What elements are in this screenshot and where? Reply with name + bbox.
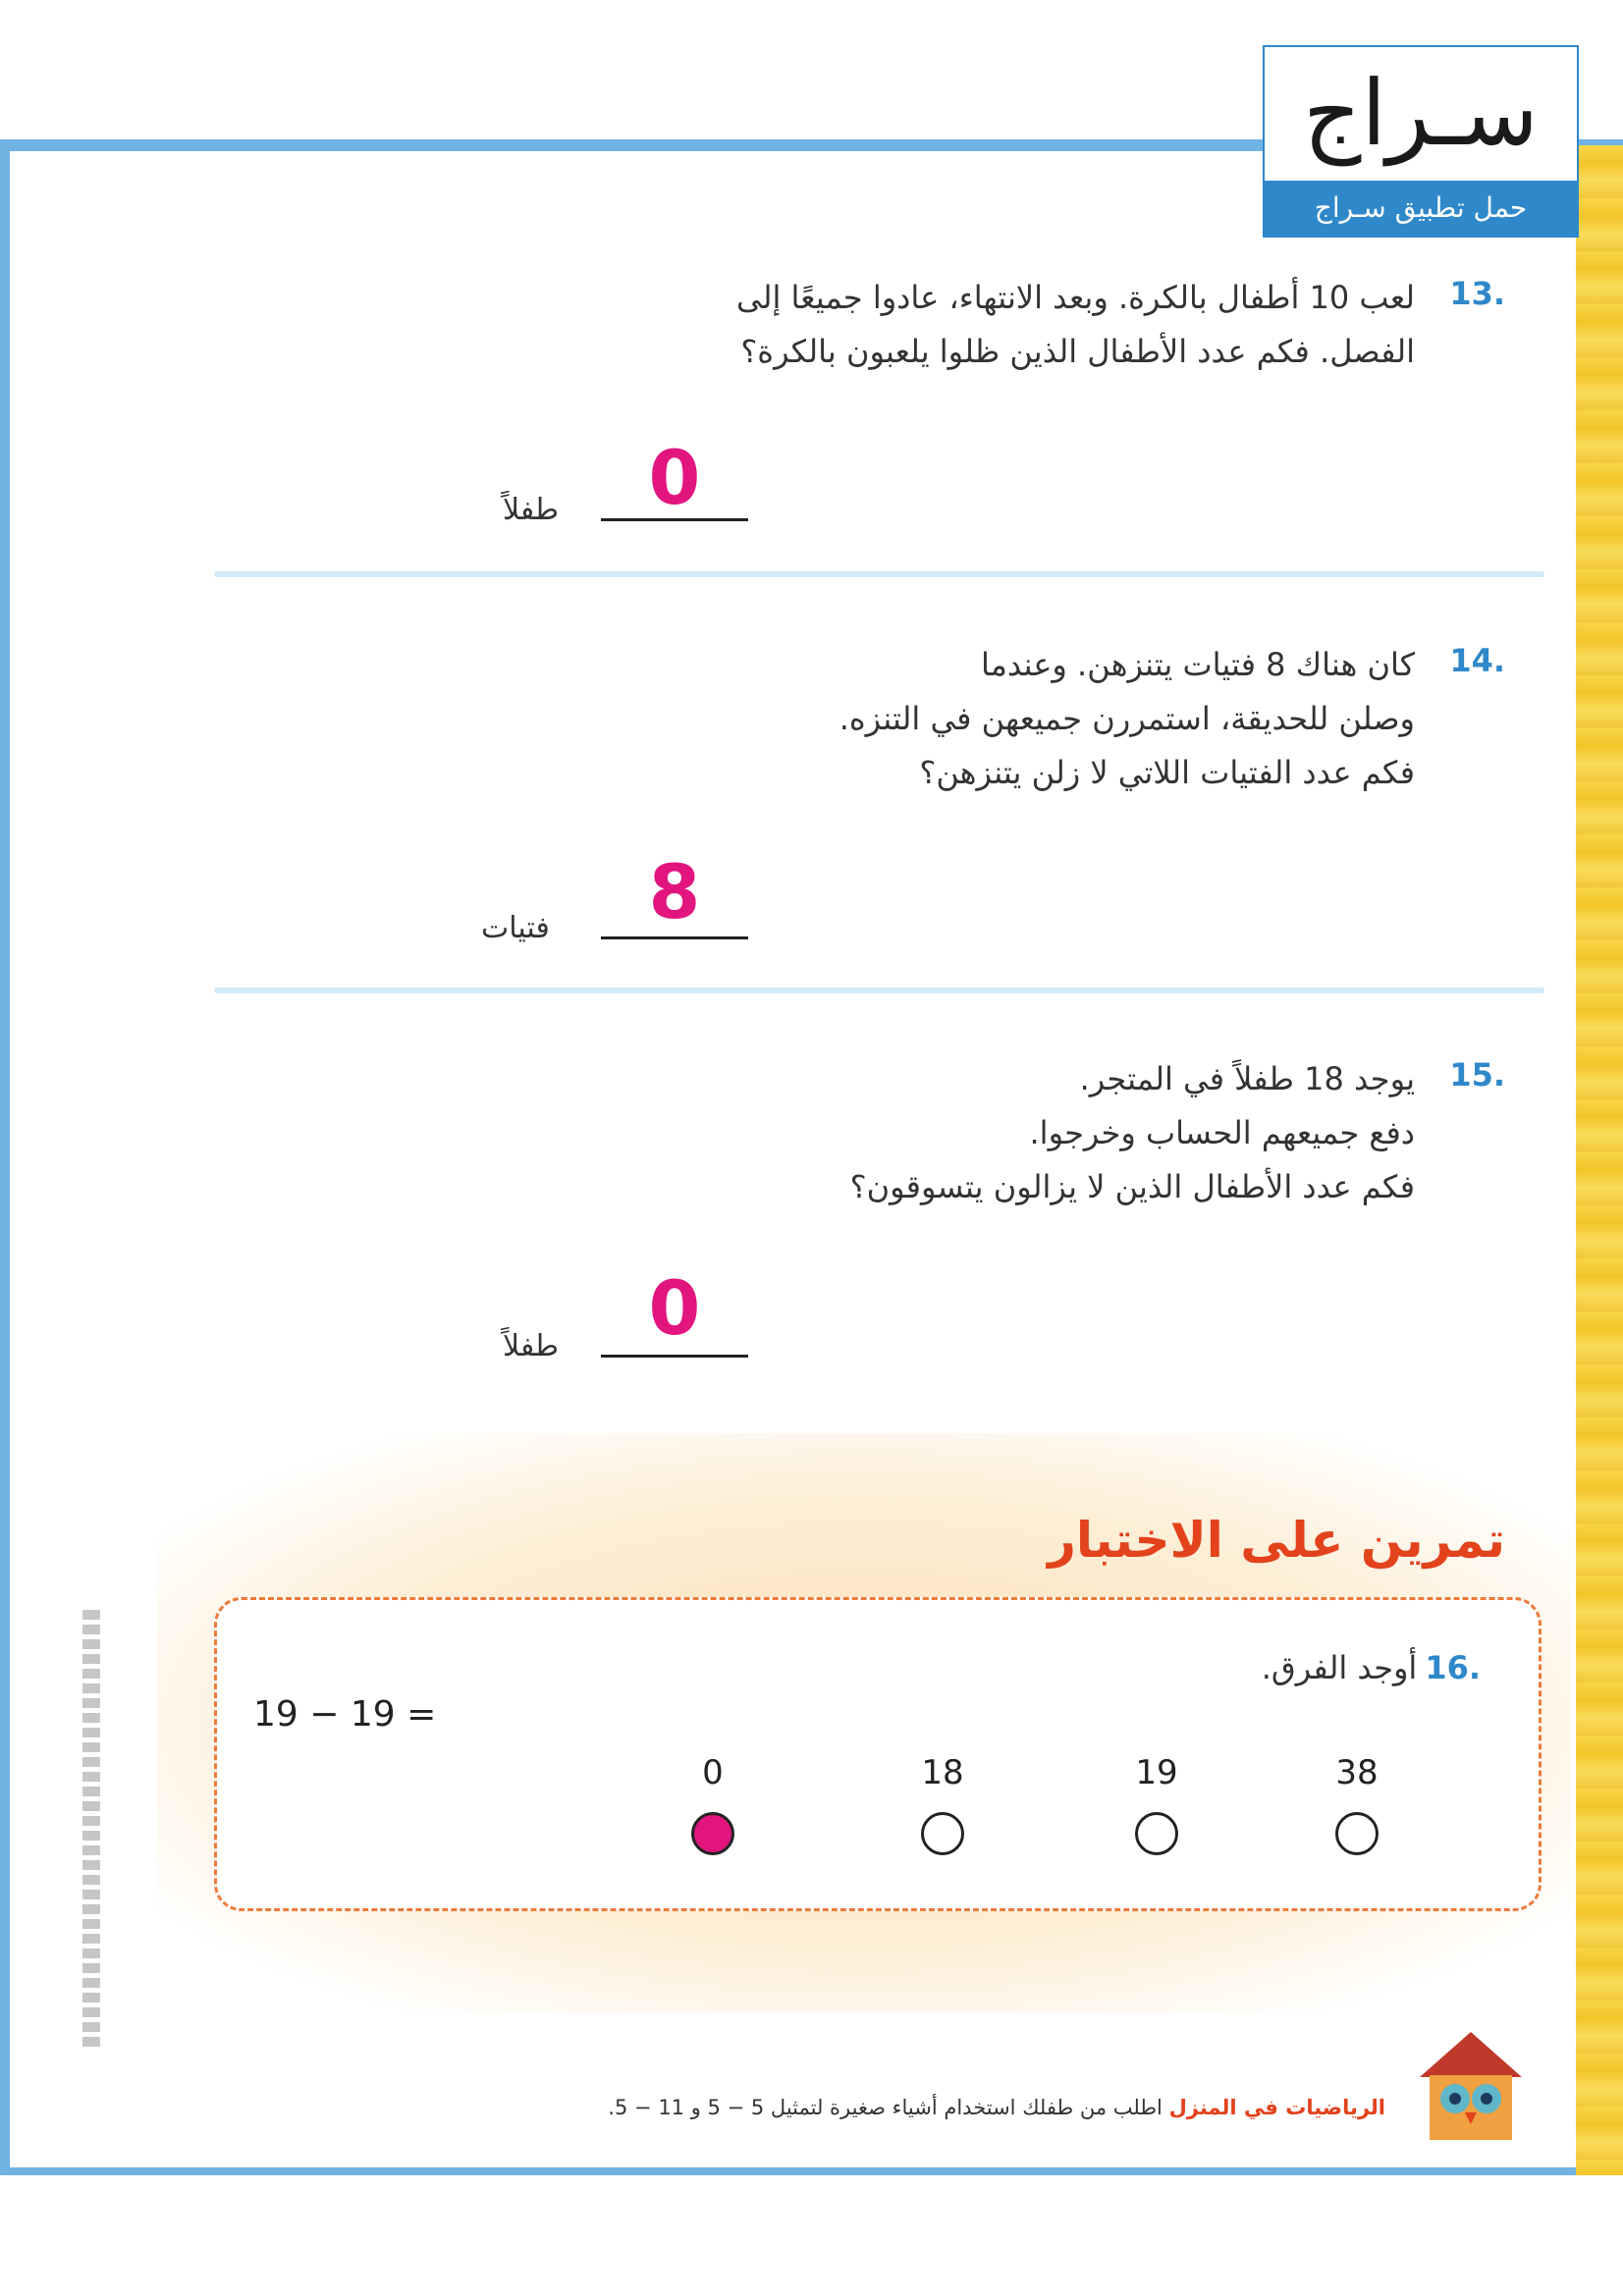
question-14-number: 14.: [1449, 642, 1505, 679]
decorative-side-strip: [1576, 145, 1623, 2175]
question-14-line-2: وصلن للحديقة، استمررن جميعهن في التنزه.: [839, 700, 1415, 737]
question-14-line-1: كان هناك 8 فتيات يتنزهن. وعندما: [980, 646, 1415, 683]
section-divider: [214, 988, 1544, 993]
page-bottom-border: [0, 2167, 1623, 2175]
question-15-line-3: فكم عدد الأطفال الذين لا يزالون يتسوقون؟: [849, 1168, 1415, 1205]
question-13-line-2: الفصل. فكم عدد الأطفال الذين ظلوا يلعبون بالكرة؟: [740, 333, 1415, 370]
house-owl-icon: [1406, 2022, 1536, 2146]
question-15-answer[interactable]: 0: [648, 1264, 701, 1352]
question-16-text: أوجد الفرق.: [1261, 1649, 1418, 1686]
question-13-number: 13.: [1449, 275, 1505, 312]
choice-label-38: 38: [1335, 1753, 1379, 1792]
question-15-unit: طفلاً: [503, 1329, 559, 1363]
question-15-text: [850, 1052, 1415, 1214]
question-16-number: 16.: [1425, 1649, 1481, 1686]
logo-tagline: حمل تطبيق سـراج: [1265, 181, 1577, 236]
question-13-answer-line: [601, 518, 748, 521]
section-divider: [214, 571, 1544, 577]
choice-bubble-19[interactable]: [1135, 1812, 1178, 1855]
home-math-note: [608, 2096, 1385, 2119]
question-14-answer-line: [601, 936, 748, 939]
copyright-side-text: [82, 1610, 100, 2052]
choice-bubble-0-selected[interactable]: [691, 1812, 734, 1855]
home-math-text: اطلب من طفلك استخدام أشياء صغيرة لتمثيل 5 − 5 و 11 − 5.: [608, 2096, 1163, 2119]
question-13-line-1: لعب 10 أطفال بالكرة. وبعد الانتهاء، عادوا جميعًا إلى: [736, 279, 1415, 316]
question-15-line-1: يوجد 18 طفلاً في المتجر.: [1079, 1060, 1415, 1097]
logo-word: سـراج: [1303, 61, 1539, 166]
home-math-highlight: الرياضيات في المنزل: [1168, 2096, 1385, 2119]
choice-bubble-38[interactable]: [1335, 1812, 1379, 1855]
question-14-answer[interactable]: 8: [648, 848, 701, 935]
question-14-text: [839, 638, 1415, 800]
question-13-answer[interactable]: 0: [648, 434, 701, 521]
question-15-number: 15.: [1449, 1056, 1505, 1094]
test-practice-title: تمرين على الاختبار: [1048, 1512, 1505, 1569]
question-13-unit: طفلاً: [503, 493, 559, 527]
question-16-equation: 19 − 19 =: [253, 1694, 437, 1735]
app-logo[interactable]: [1263, 45, 1579, 238]
choice-bubble-18[interactable]: [921, 1812, 964, 1855]
question-15-line-2: دفع جميعهم الحساب وخرجوا.: [1029, 1114, 1415, 1151]
question-14-line-3: فكم عدد الفتيات اللاتي لا زلن يتنزهن؟: [919, 754, 1415, 791]
page-left-border: [0, 139, 10, 2173]
choice-label-0: 0: [702, 1753, 724, 1792]
question-16: [1262, 1649, 1481, 1686]
question-14-unit: فتيات: [481, 911, 550, 945]
choice-label-18: 18: [921, 1753, 964, 1792]
question-13-text: [736, 271, 1415, 379]
choice-label-19: 19: [1135, 1753, 1178, 1792]
question-15-answer-line: [601, 1355, 748, 1358]
